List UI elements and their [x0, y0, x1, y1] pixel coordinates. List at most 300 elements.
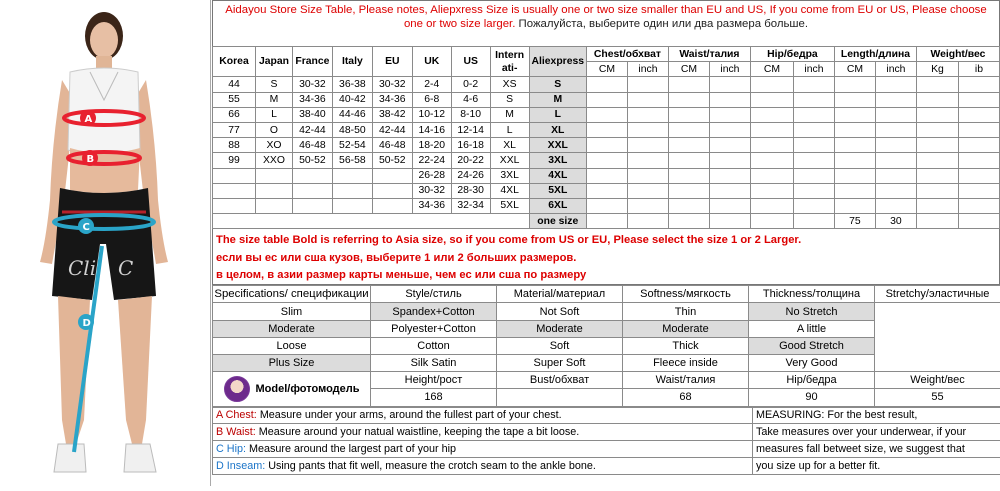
measurement-cell: [793, 107, 834, 122]
size-cell: 44: [213, 77, 256, 92]
col-france: France: [292, 47, 332, 77]
sub-chest-inch: inch: [627, 62, 668, 77]
sub-hip-inch: inch: [793, 62, 834, 77]
model-avatar: [224, 376, 250, 402]
col-japan: Japan: [256, 47, 293, 77]
size-cell: 2-4: [412, 77, 451, 92]
measurement-cell: [586, 77, 627, 92]
spec-option-row: [213, 320, 1000, 337]
measurement-cell: [875, 198, 916, 213]
col-chest: Chest/обхват: [586, 47, 668, 62]
measurement-cell: [668, 138, 709, 153]
size-table-row: [213, 138, 1000, 153]
measurement-cell: [586, 138, 627, 153]
spec-option: Loose: [213, 337, 371, 354]
aliexpress-size-cell: 6XL: [529, 198, 586, 213]
measurement-cell: [958, 153, 999, 168]
measurement-cell: [668, 122, 709, 137]
sub-hip-cm: CM: [750, 62, 793, 77]
size-cell: [332, 168, 372, 183]
size-cell: 22-24: [412, 153, 451, 168]
measurement-cell: [834, 77, 875, 92]
col-waist: Waist/талия: [668, 47, 750, 62]
measurement-cell: [958, 107, 999, 122]
measure-chest: [213, 407, 753, 424]
measure-inseam: [213, 457, 753, 474]
spec-option: No Stretch: [749, 303, 875, 320]
measurement-cell: [875, 153, 916, 168]
measurement-cell: [875, 138, 916, 153]
measure-row-d: [213, 457, 1000, 474]
measurement-cell: [709, 107, 750, 122]
size-cell: [372, 183, 412, 198]
spec-option: Moderate: [623, 320, 749, 337]
measurement-cell: [875, 107, 916, 122]
size-table-header-note: [212, 0, 1000, 46]
col-uk: UK: [412, 47, 451, 77]
cell: [709, 214, 750, 229]
measurement-cell: [916, 107, 958, 122]
size-cell: 5XL: [490, 198, 529, 213]
size-cell: 42-44: [372, 122, 412, 137]
spec-header-stretchy: Stretchy/эластичные: [875, 286, 1000, 303]
measurement-cell: [709, 183, 750, 198]
measurement-cell: [586, 153, 627, 168]
spec-option: Very Good: [749, 355, 875, 372]
size-cell: 44-46: [332, 107, 372, 122]
measurement-cell: [916, 77, 958, 92]
measurement-cell: [709, 198, 750, 213]
size-notes: [212, 229, 1000, 285]
size-cell: M: [256, 92, 293, 107]
measurement-cell: [668, 183, 709, 198]
measurement-cell: [916, 92, 958, 107]
measurement-cell: [875, 183, 916, 198]
spec-option: Slim: [213, 303, 371, 320]
spec-option-row: [213, 337, 1000, 354]
measure-waist: [213, 424, 753, 441]
svg-text:C: C: [118, 256, 133, 280]
measurement-cell: [793, 77, 834, 92]
size-cell: [292, 168, 332, 183]
chest-text: Measure under your arms, around the fullest part of your chest.: [260, 409, 562, 421]
specifications-table: [212, 285, 1000, 406]
model-illustration: [0, 0, 210, 486]
spec-header-style: Style/стиль: [371, 286, 497, 303]
measurement-cell: [627, 183, 668, 198]
cell: [750, 214, 793, 229]
measurement-cell: [627, 122, 668, 137]
size-cell: 36-38: [332, 77, 372, 92]
model-label-cell: [213, 372, 371, 406]
spec-option: Thin: [623, 303, 749, 320]
header-note-ru: Пожалуйста, выберите один или два размера больше.: [519, 18, 809, 30]
col-length: Length/длина: [834, 47, 916, 62]
cell: [668, 214, 709, 229]
model-bust: [497, 389, 623, 406]
size-cell: 24-26: [451, 168, 490, 183]
size-table: [212, 46, 1000, 229]
measurement-cell: [916, 153, 958, 168]
size-cell: [332, 198, 372, 213]
measurement-cell: [586, 168, 627, 183]
model-header-weight: Weight/вес: [875, 372, 1000, 389]
size-cell: 3XL: [490, 168, 529, 183]
spec-header-softness: Softness/мягкость: [623, 286, 749, 303]
size-cell: 34-36: [292, 92, 332, 107]
measurement-cell: [793, 153, 834, 168]
size-cell: XL: [490, 138, 529, 153]
measurement-cell: [793, 122, 834, 137]
size-cell: [213, 198, 256, 213]
spec-option: Fleece inside: [623, 355, 749, 372]
size-table-row: [213, 77, 1000, 92]
spec-option: Good Stretch: [749, 337, 875, 354]
marker-b: B: [87, 154, 95, 165]
measure-row-a: [213, 407, 1000, 424]
sub-length-cm: CM: [834, 62, 875, 77]
measurement-cell: [958, 122, 999, 137]
size-cell: 55: [213, 92, 256, 107]
col-eu: EU: [372, 47, 412, 77]
measuring-line-1: MEASURING: For the best result,: [753, 407, 1000, 424]
model-header-height: Height/рост: [371, 372, 497, 389]
measurement-cell: [627, 153, 668, 168]
size-cell: 12-14: [451, 122, 490, 137]
size-cell: O: [256, 122, 293, 137]
model-height: 168: [371, 389, 497, 406]
col-weight: Weight/вес: [916, 47, 999, 62]
size-table-row: [213, 153, 1000, 168]
size-cell: [256, 183, 293, 198]
size-cell: [372, 198, 412, 213]
measurement-cell: [834, 168, 875, 183]
measurement-cell: [709, 153, 750, 168]
measurement-cell: [793, 168, 834, 183]
sub-waist-inch: inch: [709, 62, 750, 77]
spec-option: Plus Size: [213, 355, 371, 372]
measurement-cell: [834, 122, 875, 137]
measurement-cell: [875, 122, 916, 137]
measurement-cell: [916, 138, 958, 153]
measurement-cell: [709, 138, 750, 153]
size-cell: 0-2: [451, 77, 490, 92]
size-cell: [332, 183, 372, 198]
measurement-cell: [793, 92, 834, 107]
measurement-cell: [709, 168, 750, 183]
size-cell: XO: [256, 138, 293, 153]
sub-weight-ib: ib: [958, 62, 999, 77]
measurement-cell: [958, 183, 999, 198]
spec-option: Soft: [497, 337, 623, 354]
spec-option: Cotton: [371, 337, 497, 354]
size-cell: [256, 168, 293, 183]
col-hip: Hip/бедра: [750, 47, 834, 62]
size-cell: M: [490, 107, 529, 122]
size-cell: [292, 183, 332, 198]
measurement-cell: [627, 198, 668, 213]
spec-option: Not Soft: [497, 303, 623, 320]
measurement-cell: [668, 107, 709, 122]
spec-options: [213, 303, 1000, 372]
size-cell: [213, 183, 256, 198]
size-cell: 16-18: [451, 138, 490, 153]
hip-key: C Hip:: [216, 443, 246, 455]
measurement-cell: [958, 92, 999, 107]
spec-option: Spandex+Cotton: [371, 303, 497, 320]
size-cell: 66: [213, 107, 256, 122]
model-label: Model/фотомодель: [256, 383, 360, 395]
spec-option: Moderate: [213, 320, 371, 337]
size-cell: L: [490, 122, 529, 137]
col-aliexpress: Aliexpress: [529, 47, 586, 77]
size-cell: 38-40: [292, 107, 332, 122]
waist-text: Measure around your natual waistline, keeping the tape a bit loose.: [259, 426, 580, 438]
waist-key: B Waist:: [216, 426, 256, 438]
size-cell: XXO: [256, 153, 293, 168]
size-cell: 26-28: [412, 168, 451, 183]
cell: [586, 214, 627, 229]
size-cell: 18-20: [412, 138, 451, 153]
model-header-waist: Waist/талия: [623, 372, 749, 389]
aliexpress-size-cell: 5XL: [529, 183, 586, 198]
measurement-cell: [834, 198, 875, 213]
measurement-cell: [668, 153, 709, 168]
measurement-cell: [958, 138, 999, 153]
size-table-row: [213, 107, 1000, 122]
measurement-cell: [709, 92, 750, 107]
measurement-cell: [916, 122, 958, 137]
cell: [958, 214, 999, 229]
size-cell: 6-8: [412, 92, 451, 107]
measurement-cell: [586, 92, 627, 107]
spec-option: Moderate: [497, 320, 623, 337]
size-cell: 34-36: [412, 198, 451, 213]
measurement-cell: [793, 198, 834, 213]
model-head-row: [213, 372, 1000, 389]
marker-a: A: [85, 114, 93, 125]
size-table-row: [213, 198, 1000, 213]
measuring-line-4: you size up for a better fit.: [753, 457, 1000, 474]
size-cell: 52-54: [332, 138, 372, 153]
size-cell: 46-48: [292, 138, 332, 153]
size-cell: 48-50: [332, 122, 372, 137]
one-size-length-cm: 75: [834, 214, 875, 229]
measurement-cell: [750, 92, 793, 107]
measurement-cell: [627, 107, 668, 122]
measurement-cell: [958, 198, 999, 213]
size-table-row: [213, 92, 1000, 107]
hip-text: Measure around the largest part of your hip: [249, 443, 456, 455]
size-table-head-row: [213, 47, 1000, 62]
measurement-cell: [586, 198, 627, 213]
size-cell: L: [256, 107, 293, 122]
size-cell: 28-30: [451, 183, 490, 198]
size-cell: [213, 168, 256, 183]
size-cell: 42-44: [292, 122, 332, 137]
spec-header-material: Material/материал: [497, 286, 623, 303]
marker-d: D: [83, 318, 91, 329]
measurement-cell: [750, 107, 793, 122]
sub-weight-kg: Kg: [916, 62, 958, 77]
size-cell: 50-52: [292, 153, 332, 168]
size-cell: 4XL: [490, 183, 529, 198]
measurement-cell: [834, 138, 875, 153]
one-size-length-inch: 30: [875, 214, 916, 229]
measure-row-b: [213, 424, 1000, 441]
aliexpress-size-cell: 4XL: [529, 168, 586, 183]
size-cell: 99: [213, 153, 256, 168]
measurement-cell: [916, 183, 958, 198]
measurement-cell: [750, 153, 793, 168]
size-cell: 14-16: [412, 122, 451, 137]
measurement-cell: [834, 183, 875, 198]
size-table-body: [213, 77, 1000, 214]
spec-option: A little: [749, 320, 875, 337]
measurement-cell: [627, 92, 668, 107]
col-international: Intern ati-: [490, 47, 529, 77]
model-weight: 55: [875, 389, 1000, 406]
size-cell: 32-34: [451, 198, 490, 213]
size-cell: [256, 198, 293, 213]
col-us: US: [451, 47, 490, 77]
measurement-cell: [586, 183, 627, 198]
model-header-bust: Bust/обхват: [497, 372, 623, 389]
sub-waist-cm: CM: [668, 62, 709, 77]
measurement-cell: [627, 77, 668, 92]
measurement-cell: [793, 138, 834, 153]
spec-option: Polyester+Cotton: [371, 320, 497, 337]
aliexpress-size-cell: S: [529, 77, 586, 92]
size-cell: S: [256, 77, 293, 92]
spec-option: Thick: [623, 337, 749, 354]
measurement-cell: [668, 77, 709, 92]
size-cell: 8-10: [451, 107, 490, 122]
header-note-en: Aidayou Store Size Table, Please notes, Aliepxress Size is usually one or two size smaller than EU and US, If you come from EU or US, Please choose one or two size larger.: [225, 4, 986, 30]
measure-hip: [213, 441, 753, 458]
measurement-cell: [916, 168, 958, 183]
measurement-cell: [875, 168, 916, 183]
spec-option-row: [213, 355, 1000, 372]
measuring-line-2: Take measures over your underwear, if your: [753, 424, 1000, 441]
one-size-row: [213, 214, 1000, 229]
measurement-cell: [709, 77, 750, 92]
measurement-cell: [586, 107, 627, 122]
model-waist: 68: [623, 389, 749, 406]
spec-option: Super Soft: [497, 355, 623, 372]
size-table-row: [213, 168, 1000, 183]
specifications-label: Specifications/ спецификации: [213, 286, 371, 303]
size-cell: 20-22: [451, 153, 490, 168]
size-cell: XXL: [490, 153, 529, 168]
measure-row-c: [213, 441, 1000, 458]
col-korea: Korea: [213, 47, 256, 77]
size-cell: 40-42: [332, 92, 372, 107]
aliexpress-size-cell: XXL: [529, 138, 586, 153]
size-cell: 30-32: [292, 77, 332, 92]
measurement-cell: [834, 92, 875, 107]
size-cell: 10-12: [412, 107, 451, 122]
cell: [793, 214, 834, 229]
note-en: The size table Bold is referring to Asia size, so if you come from US or EU, Please select the size 1 or 2 Larger.: [216, 232, 996, 250]
measurement-cell: [627, 138, 668, 153]
size-cell: [292, 198, 332, 213]
aliexpress-size-cell: XL: [529, 122, 586, 137]
measurement-cell: [750, 138, 793, 153]
measurement-cell: [668, 168, 709, 183]
spec-option: Silk Satin: [371, 355, 497, 372]
aliexpress-size-cell: L: [529, 107, 586, 122]
spec-head-row: [213, 286, 1000, 303]
measurement-cell: [627, 168, 668, 183]
measurement-cell: [916, 198, 958, 213]
measurement-cell: [750, 198, 793, 213]
marker-c: C: [83, 222, 90, 233]
size-cell: 46-48: [372, 138, 412, 153]
measurement-cell: [750, 77, 793, 92]
size-cell: 77: [213, 122, 256, 137]
aliexpress-size-cell: 3XL: [529, 153, 586, 168]
measurement-cell: [668, 92, 709, 107]
size-table-row: [213, 183, 1000, 198]
svg-text:Cli: Cli: [68, 256, 96, 280]
size-table-row: [213, 122, 1000, 137]
measurement-cell: [709, 122, 750, 137]
cell: [916, 214, 958, 229]
inseam-text: Using pants that fit well, measure the crotch seam to the ankle bone.: [268, 460, 596, 472]
measurement-cell: [958, 168, 999, 183]
note-ru-2: в целом, в азии размер карты меньше, чем ес или сша по размеру: [216, 267, 996, 285]
measuring-guide: [212, 407, 1000, 475]
size-cell: 30-32: [372, 77, 412, 92]
measurement-cell: [750, 122, 793, 137]
measurement-cell: [586, 122, 627, 137]
size-cell: 34-36: [372, 92, 412, 107]
measurement-cell: [750, 168, 793, 183]
measurement-cell: [875, 92, 916, 107]
col-italy: Italy: [332, 47, 372, 77]
sub-length-inch: inch: [875, 62, 916, 77]
model-header-hip: Hip/бедра: [749, 372, 875, 389]
spec-header-thickness: Thickness/толщина: [749, 286, 875, 303]
cell: [627, 214, 668, 229]
size-cell: 88: [213, 138, 256, 153]
measurement-cell: [750, 183, 793, 198]
measurement-cell: [668, 198, 709, 213]
one-size-spacer: [213, 214, 530, 229]
aliexpress-size-cell: M: [529, 92, 586, 107]
spec-option-row: [213, 303, 1000, 320]
size-cell: 56-58: [332, 153, 372, 168]
measurement-cell: [834, 107, 875, 122]
size-cell: 38-42: [372, 107, 412, 122]
sub-chest-cm: CM: [586, 62, 627, 77]
size-cell: 30-32: [412, 183, 451, 198]
model-hip: 90: [749, 389, 875, 406]
chest-key: A Chest:: [216, 409, 257, 421]
measurement-cell: [875, 77, 916, 92]
size-cell: XS: [490, 77, 529, 92]
size-cell: 4-6: [451, 92, 490, 107]
inseam-key: D Inseam:: [216, 460, 265, 472]
measurement-cell: [834, 153, 875, 168]
measurement-cell: [793, 183, 834, 198]
measuring-line-3: measures fall betweet size, we suggest that: [753, 441, 1000, 458]
size-cell: 50-52: [372, 153, 412, 168]
one-size-label: one size: [529, 214, 586, 229]
model-figure-panel: [0, 0, 211, 486]
note-ru-1: если вы ес или сша кузов, выберите 1 или 2 больших размеров.: [216, 250, 996, 268]
